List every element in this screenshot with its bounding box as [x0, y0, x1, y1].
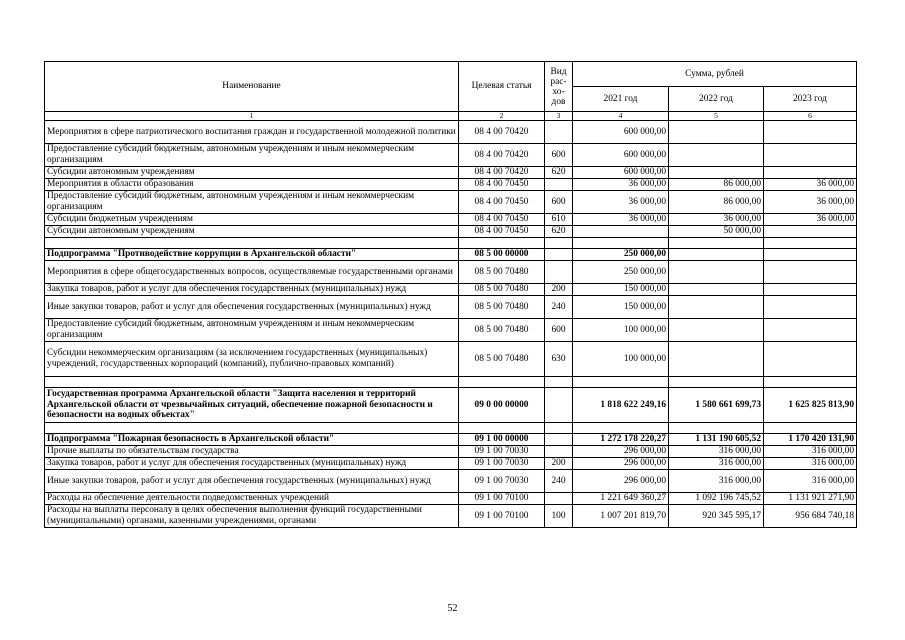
row-amount-2022	[669, 296, 764, 319]
row-amount-2022	[669, 121, 764, 144]
header-name: Наименование	[45, 62, 459, 112]
row-amount-2021: 150 000,00	[573, 296, 669, 319]
header-expense-type: Вид рас-хо-дов	[545, 62, 573, 112]
row-amount-2023	[764, 238, 857, 249]
row-amount-2023: 36 000,00	[764, 214, 857, 226]
row-name: Субсидии автономным учреждениям	[45, 226, 459, 238]
row-expense-type	[545, 446, 573, 458]
row-amount-2021	[573, 238, 669, 249]
table-row	[45, 388, 857, 423]
table-row	[45, 226, 857, 238]
row-amount-2022: 36 000,00	[669, 214, 764, 226]
row-expense-type	[545, 261, 573, 284]
row-target-article: 09 1 00 70100	[459, 493, 545, 505]
table-row	[45, 121, 857, 144]
row-name	[45, 423, 459, 434]
row-amount-2023: 36 000,00	[764, 191, 857, 214]
row-amount-2022: 316 000,00	[669, 470, 764, 493]
column-number: 6	[764, 112, 857, 121]
header-year-2022: 2022 год	[669, 87, 764, 112]
row-expense-type: 100	[545, 505, 573, 528]
row-amount-2022: 1 580 661 699,73	[669, 388, 764, 423]
row-amount-2022: 316 000,00	[669, 458, 764, 470]
row-amount-2021	[573, 423, 669, 434]
row-amount-2021: 296 000,00	[573, 470, 669, 493]
row-name: Закупка товаров, работ и услуг для обеспечения государственных (муниципальных) нужд	[45, 458, 459, 470]
page-number: 52	[447, 603, 458, 614]
row-target-article: 08 5 00 70480	[459, 261, 545, 284]
row-amount-2023	[764, 144, 857, 167]
row-expense-type: 630	[545, 342, 573, 377]
row-amount-2023	[764, 249, 857, 261]
spacer-row	[45, 238, 857, 249]
row-amount-2023	[764, 284, 857, 296]
row-amount-2023: 36 000,00	[764, 179, 857, 191]
column-numbers-row	[45, 112, 857, 121]
row-amount-2021: 36 000,00	[573, 179, 669, 191]
row-amount-2023: 1 625 825 813,90	[764, 388, 857, 423]
table-row	[45, 342, 857, 377]
table-row	[45, 167, 857, 179]
row-expense-type	[545, 423, 573, 434]
table-row	[45, 434, 857, 446]
column-number: 2	[459, 112, 545, 121]
table-row	[45, 458, 857, 470]
row-amount-2021: 296 000,00	[573, 458, 669, 470]
row-amount-2023: 316 000,00	[764, 446, 857, 458]
budget-table	[44, 61, 857, 528]
table-row	[45, 296, 857, 319]
row-expense-type: 610	[545, 214, 573, 226]
row-expense-type	[545, 493, 573, 505]
row-amount-2021: 296 000,00	[573, 446, 669, 458]
row-target-article: 08 5 00 00000	[459, 249, 545, 261]
row-amount-2022: 1 092 196 745,52	[669, 493, 764, 505]
table-row	[45, 505, 857, 528]
row-name: Расходы на выплаты персоналу в целях обеспечения выполнения функций государственными (муниципальными) органами, казенными учреждениями, органами	[45, 505, 459, 528]
header-year-2021: 2021 год	[573, 87, 669, 112]
row-amount-2021: 150 000,00	[573, 284, 669, 296]
header-sum: Сумма, рублей	[573, 62, 857, 87]
row-target-article: 08 5 00 70480	[459, 296, 545, 319]
row-name: Иные закупки товаров, работ и услуг для обеспечения государственных (муниципальных) нужд	[45, 296, 459, 319]
row-expense-type	[545, 434, 573, 446]
row-expense-type: 200	[545, 284, 573, 296]
row-amount-2022	[669, 249, 764, 261]
row-expense-type: 620	[545, 167, 573, 179]
row-expense-type	[545, 249, 573, 261]
table-row	[45, 470, 857, 493]
row-amount-2021: 1 272 178 220,27	[573, 434, 669, 446]
row-expense-type	[545, 238, 573, 249]
row-target-article: 09 0 00 00000	[459, 388, 545, 423]
table-row	[45, 284, 857, 296]
table-row	[45, 261, 857, 284]
row-target-article: 09 1 00 70030	[459, 458, 545, 470]
table-row	[45, 179, 857, 191]
row-target-article: 08 4 00 70450	[459, 191, 545, 214]
row-amount-2022: 316 000,00	[669, 446, 764, 458]
row-amount-2021: 1 818 622 249,16	[573, 388, 669, 423]
row-expense-type	[545, 388, 573, 423]
row-amount-2023	[764, 226, 857, 238]
row-amount-2022	[669, 342, 764, 377]
row-target-article: 09 1 00 70100	[459, 505, 545, 528]
row-amount-2022	[669, 319, 764, 342]
row-amount-2021: 36 000,00	[573, 191, 669, 214]
row-name: Прочие выплаты по обязательствам государства	[45, 446, 459, 458]
row-amount-2021: 600 000,00	[573, 144, 669, 167]
row-target-article	[459, 238, 545, 249]
row-amount-2023: 1 131 921 271,90	[764, 493, 857, 505]
row-amount-2023	[764, 121, 857, 144]
row-amount-2023	[764, 423, 857, 434]
row-amount-2022: 86 000,00	[669, 179, 764, 191]
row-amount-2022	[669, 284, 764, 296]
row-amount-2023: 1 170 420 131,90	[764, 434, 857, 446]
row-name	[45, 238, 459, 249]
row-amount-2021: 600 000,00	[573, 167, 669, 179]
row-amount-2021: 250 000,00	[573, 249, 669, 261]
row-name: Иные закупки товаров, работ и услуг для обеспечения государственных (муниципальных) нужд	[45, 470, 459, 493]
header-target-article: Целевая статья	[459, 62, 545, 112]
table-row	[45, 446, 857, 458]
spacer-row	[45, 423, 857, 434]
row-expense-type: 240	[545, 296, 573, 319]
table-body	[45, 121, 857, 528]
row-amount-2023	[764, 319, 857, 342]
row-name: Субсидии бюджетным учреждениям	[45, 214, 459, 226]
header-year-2023: 2023 год	[764, 87, 857, 112]
column-number: 4	[573, 112, 669, 121]
table-row	[45, 249, 857, 261]
row-name: Закупка товаров, работ и услуг для обеспечения государственных (муниципальных) нужд	[45, 284, 459, 296]
row-amount-2021: 1 221 649 360,27	[573, 493, 669, 505]
spacer-row	[45, 377, 857, 388]
row-name: Мероприятия в сфере патриотического воспитания граждан и государственной молодежной политики	[45, 121, 459, 144]
row-name: Подпрограмма "Пожарная безопасность в Архангельской области"	[45, 434, 459, 446]
row-amount-2022: 920 345 595,17	[669, 505, 764, 528]
row-expense-type	[545, 377, 573, 388]
row-expense-type: 620	[545, 226, 573, 238]
row-expense-type: 600	[545, 191, 573, 214]
row-amount-2022	[669, 167, 764, 179]
row-name: Мероприятия в области образования	[45, 179, 459, 191]
row-name: Предоставление субсидий бюджетным, автономным учреждениям и иным некоммерческим организациям	[45, 144, 459, 167]
row-amount-2023: 316 000,00	[764, 470, 857, 493]
row-amount-2021	[573, 226, 669, 238]
row-expense-type	[545, 121, 573, 144]
column-number: 3	[545, 112, 573, 121]
row-amount-2022	[669, 261, 764, 284]
row-target-article: 08 4 00 70420	[459, 121, 545, 144]
row-amount-2021	[573, 377, 669, 388]
row-name: Субсидии некоммерческим организациям (за исключением государственных (муниципальных) учреждений, государственных корпораций (компаний), публично-правовых компаний)	[45, 342, 459, 377]
row-amount-2022	[669, 377, 764, 388]
row-target-article: 09 1 00 70030	[459, 446, 545, 458]
row-expense-type	[545, 179, 573, 191]
row-name: Расходы на обеспечение деятельности подведомственных учреждений	[45, 493, 459, 505]
row-target-article: 08 4 00 70420	[459, 167, 545, 179]
row-amount-2023	[764, 377, 857, 388]
table-row	[45, 144, 857, 167]
row-amount-2022: 86 000,00	[669, 191, 764, 214]
row-expense-type: 200	[545, 458, 573, 470]
row-target-article: 08 4 00 70450	[459, 226, 545, 238]
row-expense-type: 240	[545, 470, 573, 493]
row-amount-2023	[764, 342, 857, 377]
table-row	[45, 319, 857, 342]
row-amount-2023	[764, 167, 857, 179]
row-target-article	[459, 423, 545, 434]
row-name: Подпрограмма "Противодействие коррупции в Архангельской области"	[45, 249, 459, 261]
column-number: 5	[669, 112, 764, 121]
column-number: 1	[45, 112, 459, 121]
row-amount-2023	[764, 296, 857, 319]
row-name: Предоставление субсидий бюджетным, автономным учреждениям и иным некоммерческим организациям	[45, 191, 459, 214]
row-amount-2023: 956 684 740,18	[764, 505, 857, 528]
row-expense-type: 600	[545, 319, 573, 342]
row-name	[45, 377, 459, 388]
row-amount-2022: 1 131 190 605,52	[669, 434, 764, 446]
row-amount-2021: 100 000,00	[573, 319, 669, 342]
row-target-article: 09 1 00 00000	[459, 434, 545, 446]
row-amount-2021: 100 000,00	[573, 342, 669, 377]
row-amount-2021: 36 000,00	[573, 214, 669, 226]
table-row	[45, 191, 857, 214]
table-row	[45, 493, 857, 505]
row-name: Государственная программа Архангельской области "Защита населения и территорий Архангельской области от чрезвычайных ситуаций, обеспечение пожарной безопасности и безопасности на водных объектах"	[45, 388, 459, 423]
row-amount-2021: 600 000,00	[573, 121, 669, 144]
row-name: Субсидии автономным учреждениям	[45, 167, 459, 179]
table-header	[45, 62, 857, 121]
row-amount-2021: 250 000,00	[573, 261, 669, 284]
row-name: Мероприятия в сфере общегосударственных вопросов, осуществляемые государственными органами	[45, 261, 459, 284]
row-target-article: 08 4 00 70450	[459, 214, 545, 226]
row-amount-2023: 316 000,00	[764, 458, 857, 470]
row-target-article: 08 5 00 70480	[459, 284, 545, 296]
row-target-article: 09 1 00 70030	[459, 470, 545, 493]
row-amount-2022	[669, 423, 764, 434]
row-amount-2022	[669, 238, 764, 249]
row-target-article: 08 5 00 70480	[459, 342, 545, 377]
row-amount-2022: 50 000,00	[669, 226, 764, 238]
row-amount-2023	[764, 261, 857, 284]
table-row	[45, 214, 857, 226]
row-amount-2022	[669, 144, 764, 167]
row-amount-2021: 1 007 201 819,70	[573, 505, 669, 528]
row-name: Предоставление субсидий бюджетным, автономным учреждениям и иным некоммерческим организациям	[45, 319, 459, 342]
row-target-article	[459, 377, 545, 388]
row-target-article: 08 4 00 70420	[459, 144, 545, 167]
row-target-article: 08 5 00 70480	[459, 319, 545, 342]
row-target-article: 08 4 00 70450	[459, 179, 545, 191]
row-expense-type: 600	[545, 144, 573, 167]
